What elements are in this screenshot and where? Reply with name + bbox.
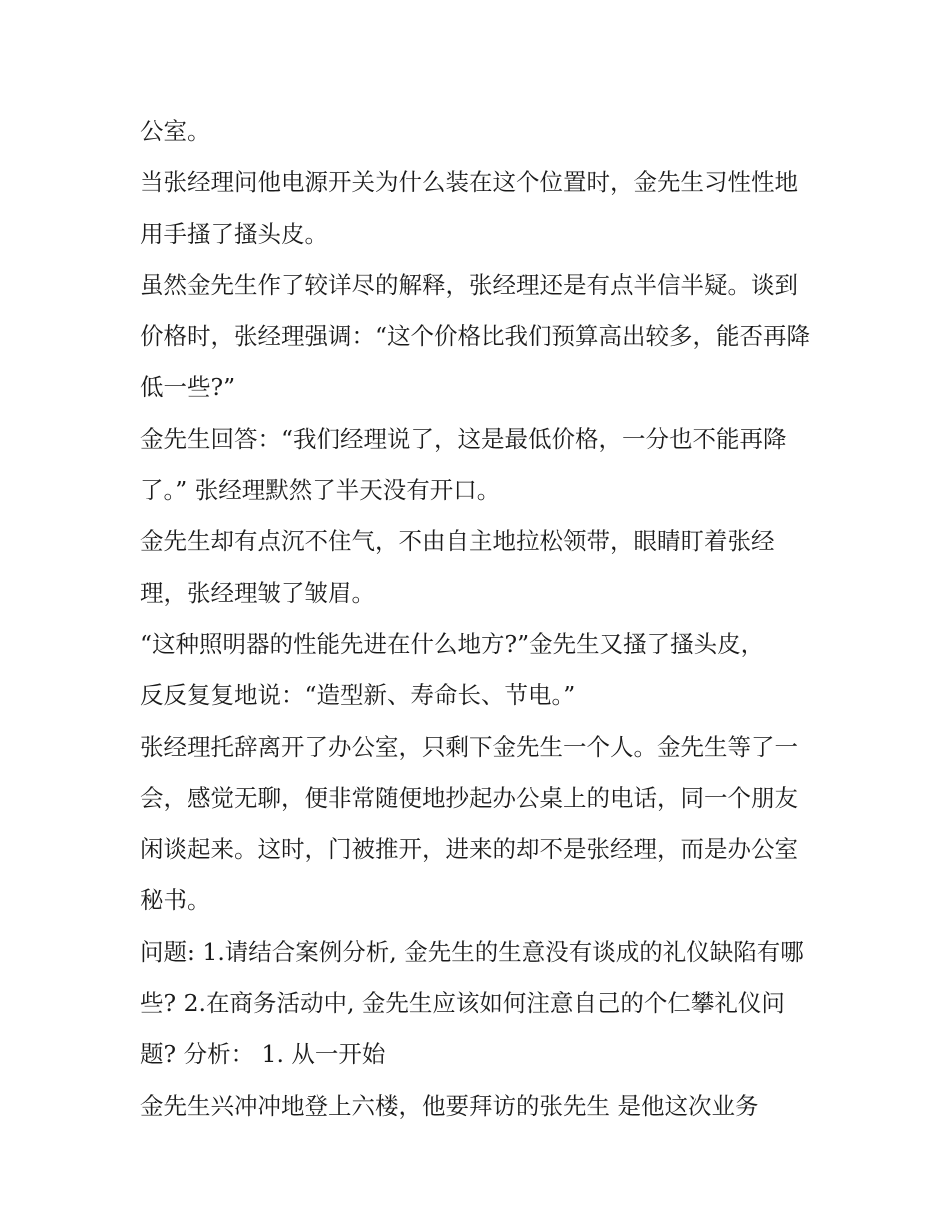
- paragraph: 反反复复地说：“造型新、寿命长、节电。”: [140, 681, 576, 710]
- paragraph: 金先生却有点沉不住气，不由自主地拉松领带，眼睛盯着张经理，张经理皱了皱眉。: [140, 527, 775, 607]
- paragraph: “这种照明器的性能先进在什么地方?”金先生又搔了搔头皮，: [140, 629, 765, 658]
- paragraph: 虽然金先生作了较详尽的解释，张经理还是有点半信半疑。谈到价格时，张经理强调：“这个价格比我们预算高出较多，能否再降低一些?”: [140, 270, 811, 402]
- paragraph: 张经理托辞离开了办公室，只剩下金先生一个人。金先生等了一会，感觉无聊，便非常随便地抄起办公桌上的电话，同一个朋友闲谈起来。这时，门被推开，进来的却不是张经理，而是办公室秘书。: [140, 732, 798, 915]
- paragraph: 公室。: [140, 117, 211, 145]
- paragraph: 问题: 1.请结合案例分析, 金先生的生意没有谈成的礼仪缺陷有哪些? 2.在商务活动中, 金先生应该如何注意自己的个仁攀礼仪问题? 分析： 1. 从一开始: [140, 937, 804, 1069]
- paragraph: 金先生回答：“我们经理说了，这是最低价格，一分也不能再降了。” 张经理默然了半天没有开口。: [140, 424, 787, 505]
- paragraph: 金先生兴冲冲地登上六楼，他要拜访的张先生 是他这次业务: [140, 1091, 759, 1120]
- paragraph: 当张经理问他电源开关为什么装在这个位置时，金先生习性性地用手搔了搔头皮。: [140, 168, 798, 248]
- document-body: [140, 106, 820, 1132]
